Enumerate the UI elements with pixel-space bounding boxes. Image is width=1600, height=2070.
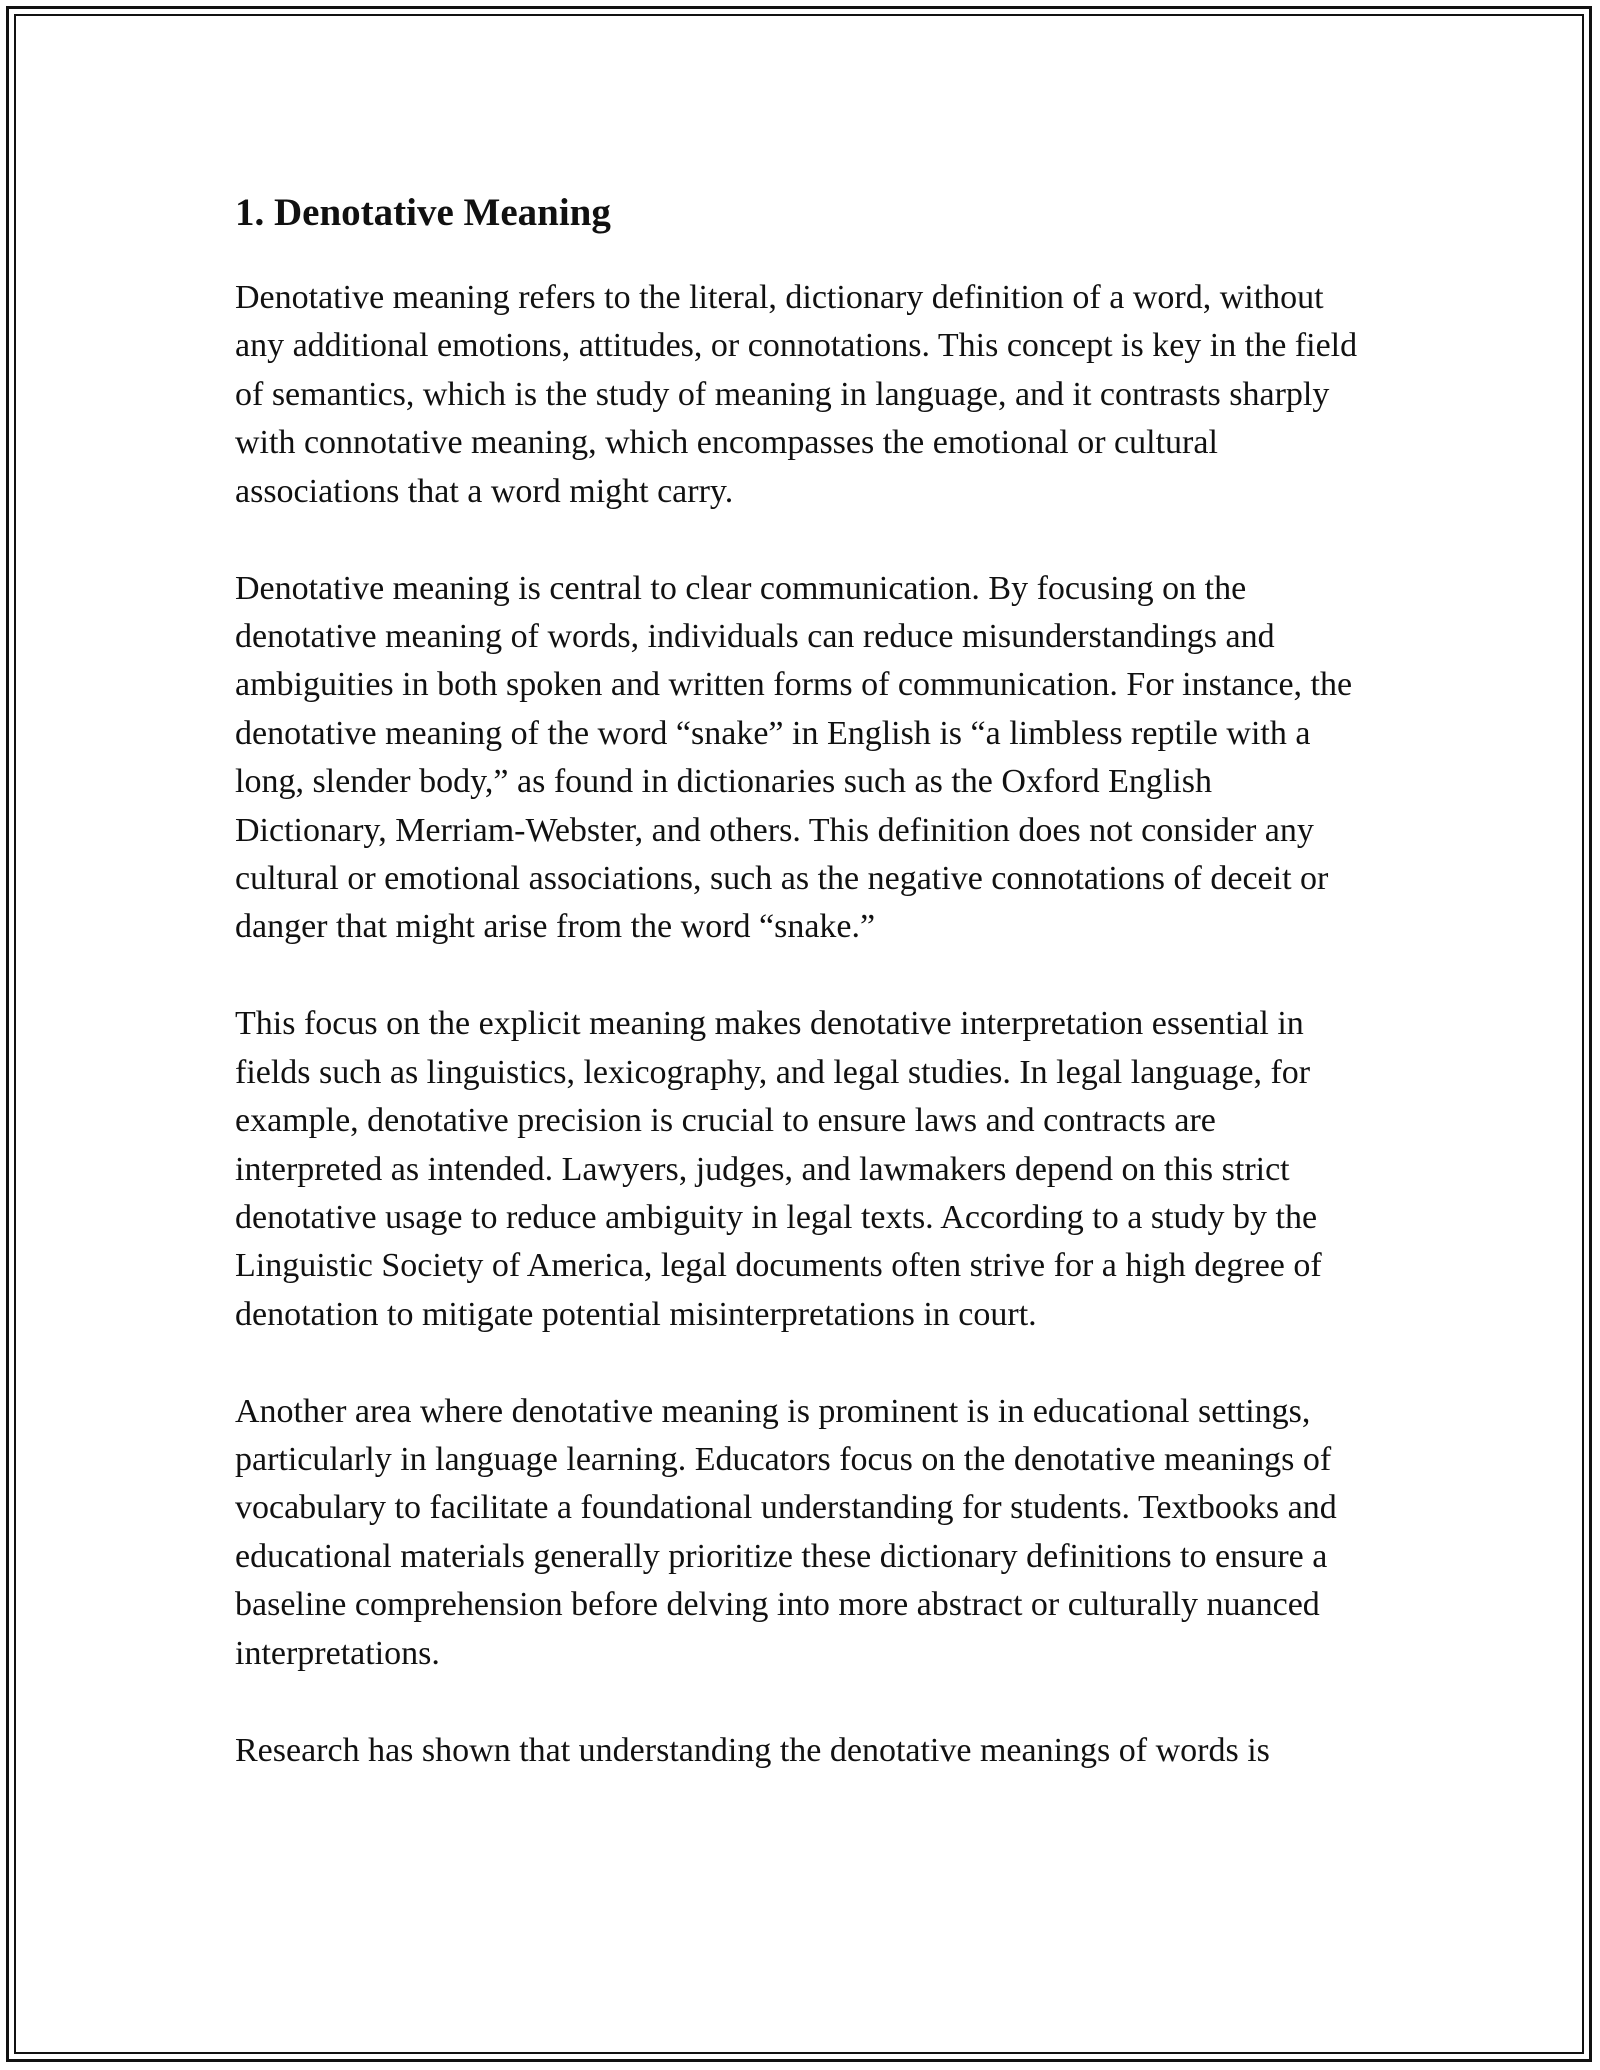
document-page bbox=[235, 188, 1365, 1823]
body-paragraph: Research has shown that understanding the denotative meanings of words is bbox=[235, 1731, 1270, 1769]
body-paragraph: Another area where denotative meaning is prominent is in educational settings, particularly in language learning. Educators focus on the denotative meanings of vocabulary to facilitate a foundational understanding for students. Textbooks and educational materials generally prioritize these dictionary definitions to ensure a baseline comprehension before delving into more abstract or culturally nuanced interpretations. bbox=[235, 1392, 1337, 1672]
body-paragraph: Denotative meaning refers to the literal, dictionary definition of a word, without any additional emotions, attitudes, or connotations. This concept is key in the field of semantics, which is the study of meaning in language, and it contrasts sharply with connotative meaning, which encompasses the emotional or cultural associations that a word might carry. bbox=[235, 279, 1358, 510]
body-paragraph: This focus on the explicit meaning makes denotative interpretation essential in fields such as linguistics, lexicography, and legal studies. In legal language, for example, denotative precision is crucial to ensure laws and contracts are interpreted as intended. Lawyers, judges, and lawmakers depend on this strict denotative usage to reduce ambiguity in legal texts. According to a study by the Linguistic Society of America, legal documents often strive for a high degree of denotation to mitigate potential misinterpretations in court. bbox=[235, 1005, 1322, 1333]
body-paragraph: Denotative meaning is central to clear communication. By focusing on the denotative meaning of words, individuals can reduce misunderstandings and ambiguities in both spoken and written forms of communication. For instance, the denotative meaning of the word “snake” in English is “a limbless reptile with a long, slender body,” as found in dictionaries such as the Oxford English Dictionary, Merriam-Webster, and others. This definition does not consider any cultural or emotional associations, such as the negative connotations of deceit or danger that might arise from the word “snake.” bbox=[235, 569, 1353, 946]
section-heading: 1. Denotative Meaning bbox=[235, 191, 611, 234]
